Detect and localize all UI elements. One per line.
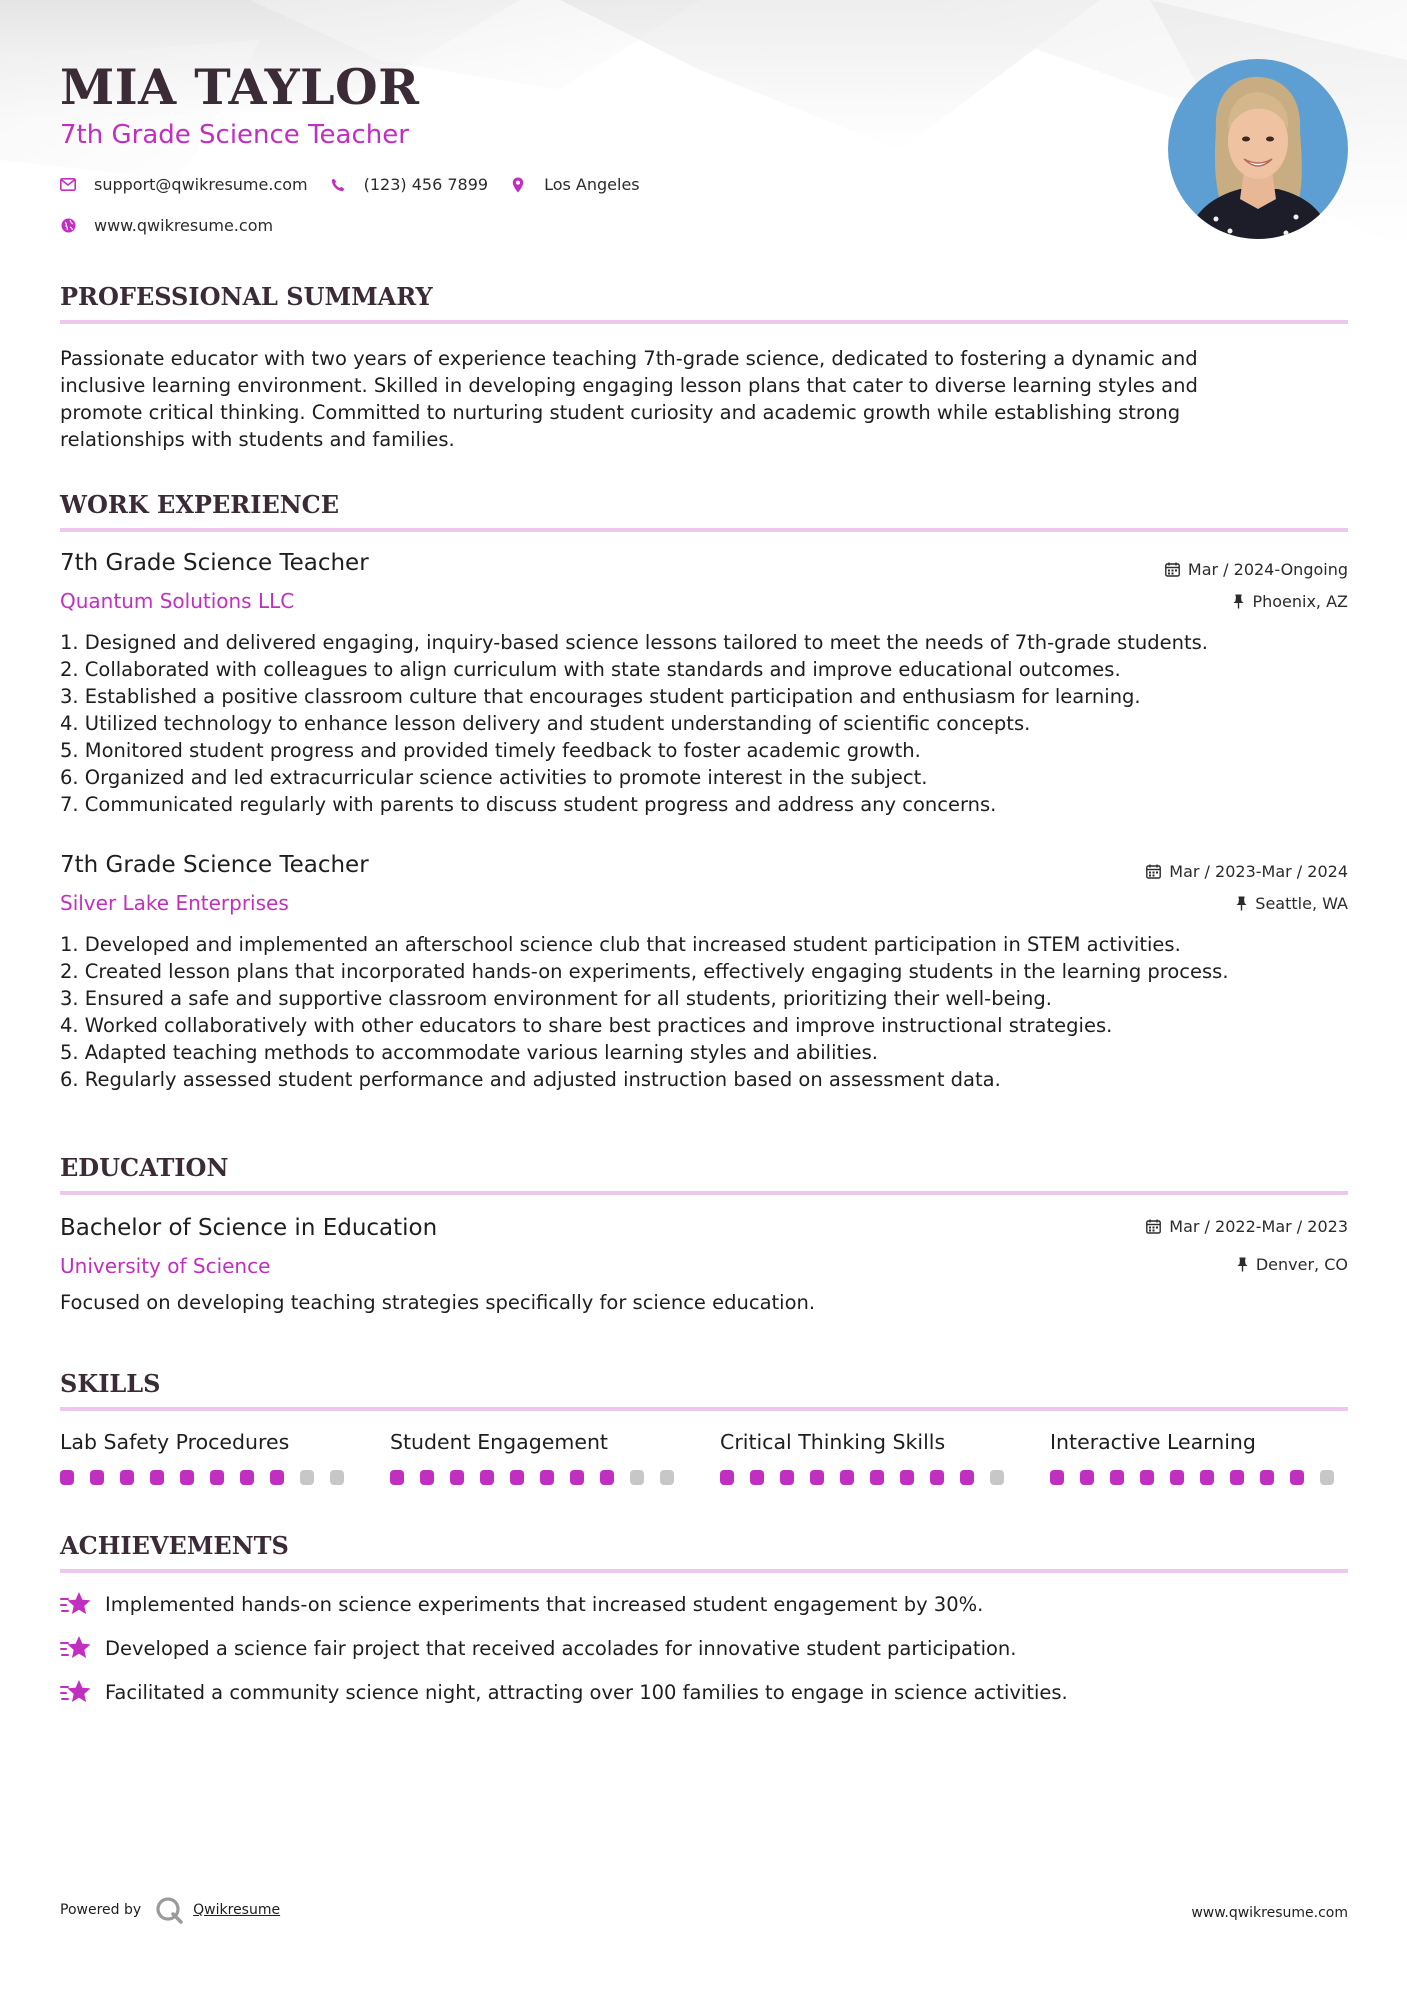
rating-dot-filled bbox=[1200, 1470, 1214, 1485]
experience-heading: WORK EXPERIENCE bbox=[60, 490, 340, 519]
job-location bbox=[1236, 894, 1348, 913]
degree-title: Bachelor of Science in Education bbox=[60, 1215, 438, 1241]
rating-dot-empty bbox=[1320, 1470, 1334, 1485]
list-item: 6. Organized and led extracurricular science activities to promote interest in the subject. bbox=[60, 766, 928, 789]
summary-line: relationships with students and families. bbox=[60, 428, 455, 451]
star-icon bbox=[60, 1678, 92, 1706]
education-dates-text: Mar / 2022-Mar / 2023 bbox=[1169, 1217, 1348, 1236]
achievement-text: Facilitated a community science night, attracting over 100 families to engage in science activities. bbox=[105, 1680, 1068, 1704]
globe-icon bbox=[60, 218, 76, 234]
job-bullets bbox=[60, 629, 1348, 818]
rating-dot-filled bbox=[1290, 1470, 1304, 1485]
footer-powered-by bbox=[60, 1896, 280, 1924]
achievement-text: Implemented hands-on science experiments that increased student engagement by 30%. bbox=[105, 1592, 984, 1616]
contact-row-primary bbox=[60, 175, 662, 194]
calendar-icon bbox=[1146, 864, 1161, 879]
rating-dot-filled bbox=[900, 1470, 914, 1485]
job-title: 7th Grade Science Teacher bbox=[60, 852, 369, 878]
rating-dot-filled bbox=[1140, 1470, 1154, 1485]
achievement-item bbox=[60, 1634, 1016, 1662]
rating-dot-filled bbox=[600, 1470, 614, 1485]
rating-dot-filled bbox=[1170, 1470, 1184, 1485]
location-text: Los Angeles bbox=[544, 175, 640, 194]
contact-row-secondary bbox=[60, 216, 295, 235]
rating-dot-filled bbox=[180, 1470, 194, 1485]
rating-dot-empty bbox=[300, 1470, 314, 1485]
rating-dot-filled bbox=[1110, 1470, 1124, 1485]
rating-dot-empty bbox=[330, 1470, 344, 1485]
job-dates-text: Mar / 2023-Mar / 2024 bbox=[1169, 862, 1348, 881]
summary-divider bbox=[60, 320, 1348, 324]
rating-dot-filled bbox=[90, 1470, 104, 1485]
achievement-item bbox=[60, 1590, 983, 1618]
phone-text[interactable]: (123) 456 7899 bbox=[363, 175, 489, 194]
calendar-icon bbox=[1165, 562, 1180, 577]
skill-name: Lab Safety Procedures bbox=[60, 1430, 290, 1454]
skill-rating bbox=[1050, 1470, 1350, 1485]
rating-dot-filled bbox=[420, 1470, 434, 1485]
school-name: University of Science bbox=[60, 1254, 271, 1278]
company-name: Quantum Solutions LLC bbox=[60, 589, 295, 613]
rating-dot-filled bbox=[720, 1470, 734, 1485]
rating-dot-filled bbox=[570, 1470, 584, 1485]
experience-divider bbox=[60, 528, 1348, 532]
list-item: 4. Utilized technology to enhance lesson delivery and student understanding of scientific concepts. bbox=[60, 712, 1031, 735]
achievement-item bbox=[60, 1678, 1068, 1706]
job-location bbox=[1233, 592, 1348, 611]
rating-dot-filled bbox=[270, 1470, 284, 1485]
pin-icon bbox=[1236, 896, 1247, 911]
rating-dot-filled bbox=[150, 1470, 164, 1485]
rating-dot-empty bbox=[630, 1470, 644, 1485]
education-description: Focused on developing teaching strategies specifically for science education. bbox=[60, 1291, 816, 1314]
rating-dot-filled bbox=[210, 1470, 224, 1485]
list-item: 3. Established a positive classroom culture that encourages student participation and enthusiasm for learning. bbox=[60, 685, 1141, 708]
rating-dot-filled bbox=[60, 1470, 74, 1485]
list-item: 6. Regularly assessed student performance and adjusted instruction based on assessment data. bbox=[60, 1068, 1001, 1091]
rating-dot-filled bbox=[1260, 1470, 1274, 1485]
email-icon bbox=[60, 177, 76, 193]
rating-dot-filled bbox=[240, 1470, 254, 1485]
rating-dot-filled bbox=[750, 1470, 764, 1485]
calendar-icon bbox=[1146, 1219, 1161, 1234]
education-dates bbox=[1146, 1217, 1348, 1236]
rating-dot-filled bbox=[540, 1470, 554, 1485]
rating-dot-filled bbox=[120, 1470, 134, 1485]
summary-text bbox=[60, 345, 1348, 453]
qwikresume-logo-icon bbox=[155, 1896, 183, 1924]
skill-item bbox=[390, 1430, 690, 1485]
summary-line: promote critical thinking. Committed to nurturing student curiosity and academic growth while establishing strong bbox=[60, 401, 1181, 424]
rating-dot-filled bbox=[1080, 1470, 1094, 1485]
job-dates-text: Mar / 2024-Ongoing bbox=[1187, 560, 1348, 579]
pin-icon bbox=[1237, 1257, 1248, 1272]
skill-item bbox=[60, 1430, 360, 1485]
list-item: 7. Communicated regularly with parents to discuss student progress and address any concerns. bbox=[60, 793, 997, 816]
skill-rating bbox=[390, 1470, 690, 1485]
rating-dot-empty bbox=[660, 1470, 674, 1485]
rating-dot-filled bbox=[810, 1470, 824, 1485]
list-item: 5. Monitored student progress and provided timely feedback to foster academic growth. bbox=[60, 739, 921, 762]
skill-name: Student Engagement bbox=[390, 1430, 608, 1454]
job-dates bbox=[1146, 862, 1348, 881]
candidate-name: MIA TAYLOR bbox=[60, 58, 420, 116]
website-text[interactable]: www.qwikresume.com bbox=[94, 216, 274, 235]
list-item: 2. Created lesson plans that incorporated hands-on experiments, effectively engaging students in the learning process. bbox=[60, 960, 1229, 983]
candidate-role: 7th Grade Science Teacher bbox=[60, 120, 409, 150]
achievement-text: Developed a science fair project that received accolades for innovative student participation. bbox=[105, 1636, 1017, 1660]
education-divider bbox=[60, 1191, 1348, 1195]
skill-rating bbox=[60, 1470, 360, 1485]
education-heading: EDUCATION bbox=[60, 1153, 229, 1182]
star-icon bbox=[60, 1590, 92, 1618]
skill-item bbox=[1050, 1430, 1350, 1485]
summary-line: inclusive learning environment. Skilled in developing engaging lesson plans that cater to diverse learning styles and bbox=[60, 374, 1198, 397]
list-item: 1. Developed and implemented an afterschool science club that increased student participation in STEM activities. bbox=[60, 933, 1181, 956]
rating-dot-filled bbox=[780, 1470, 794, 1485]
job-title: 7th Grade Science Teacher bbox=[60, 550, 369, 576]
list-item: 1. Designed and delivered engaging, inquiry-based science lessons tailored to meet the needs of 7th-grade students. bbox=[60, 631, 1208, 654]
star-icon bbox=[60, 1634, 92, 1662]
profile-photo bbox=[1168, 59, 1348, 239]
rating-dot-filled bbox=[840, 1470, 854, 1485]
job-bullets bbox=[60, 931, 1348, 1093]
rating-dot-filled bbox=[1050, 1470, 1064, 1485]
job-location-text: Seattle, WA bbox=[1255, 894, 1348, 913]
list-item: 4. Worked collaboratively with other educators to share best practices and improve instructional strategies. bbox=[60, 1014, 1113, 1037]
skills-divider bbox=[60, 1407, 1348, 1411]
achievements-heading: ACHIEVEMENTS bbox=[60, 1531, 289, 1560]
skills-heading: SKILLS bbox=[60, 1369, 161, 1398]
email-text[interactable]: support@qwikresume.com bbox=[94, 175, 308, 194]
powered-by-text: Powered by bbox=[60, 1902, 142, 1918]
summary-heading: PROFESSIONAL SUMMARY bbox=[60, 282, 433, 311]
skill-name: Interactive Learning bbox=[1050, 1430, 1256, 1454]
list-item: 5. Adapted teaching methods to accommodate various learning styles and abilities. bbox=[60, 1041, 878, 1064]
phone-icon bbox=[330, 177, 346, 193]
rating-dot-filled bbox=[930, 1470, 944, 1485]
list-item: 2. Collaborated with colleagues to align curriculum with state standards and improve educational outcomes. bbox=[60, 658, 1121, 681]
skill-name: Critical Thinking Skills bbox=[720, 1430, 946, 1454]
job-location-text: Phoenix, AZ bbox=[1252, 592, 1348, 611]
rating-dot-filled bbox=[870, 1470, 884, 1485]
pin-icon bbox=[1233, 594, 1244, 609]
list-item: 3. Ensured a safe and supportive classroom environment for all students, prioritizing their well-being. bbox=[60, 987, 1052, 1010]
rating-dot-filled bbox=[480, 1470, 494, 1485]
rating-dot-filled bbox=[390, 1470, 404, 1485]
rating-dot-empty bbox=[990, 1470, 1004, 1485]
education-location-text: Denver, CO bbox=[1255, 1255, 1348, 1274]
rating-dot-filled bbox=[450, 1470, 464, 1485]
brand-link[interactable]: Qwikresume bbox=[193, 1902, 281, 1918]
rating-dot-filled bbox=[960, 1470, 974, 1485]
rating-dot-filled bbox=[510, 1470, 524, 1485]
location-icon bbox=[510, 177, 526, 193]
rating-dot-filled bbox=[1230, 1470, 1244, 1485]
education-location bbox=[1237, 1255, 1348, 1274]
skill-item bbox=[720, 1430, 1020, 1485]
job-dates bbox=[1165, 560, 1348, 579]
summary-line: Passionate educator with two years of experience teaching 7th-grade science, dedicated to fostering a dynamic and bbox=[60, 347, 1198, 370]
company-name: Silver Lake Enterprises bbox=[60, 891, 289, 915]
achievements-divider bbox=[60, 1569, 1348, 1573]
skill-rating bbox=[720, 1470, 1020, 1485]
footer-website[interactable]: www.qwikresume.com bbox=[1191, 1905, 1348, 1921]
